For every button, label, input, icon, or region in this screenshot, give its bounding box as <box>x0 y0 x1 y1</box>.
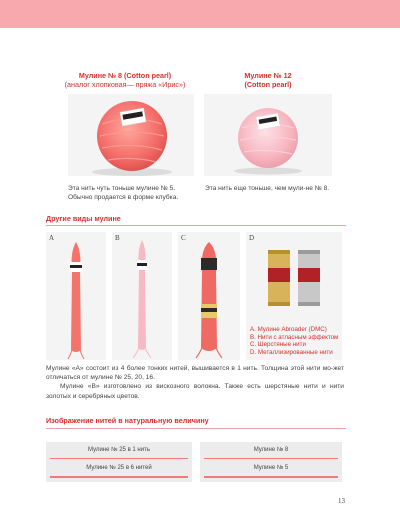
legend <box>250 326 346 356</box>
thread-line-8 <box>204 458 338 459</box>
product-title-2: Мулине № 12 <box>244 71 292 80</box>
thread-label-25-6: Мулине № 25 в 6 нитей <box>86 465 152 471</box>
product-caption-1 <box>62 71 188 89</box>
label-c: C <box>181 234 186 242</box>
thread-label-8: Мулине № 8 <box>253 447 289 453</box>
page-number: 13 <box>338 497 345 505</box>
skein-b-image <box>112 232 172 360</box>
cotton-pearl-12-photo <box>204 94 332 176</box>
thread-c-photo <box>178 232 240 360</box>
yarn-ball-coral-image <box>68 94 194 176</box>
thread-b-photo <box>112 232 172 360</box>
thread-sample-box-right <box>200 442 342 482</box>
skein-c-image <box>178 232 240 360</box>
body-paragraph-2: Мулине «B» изготовлено из вискозного волокна. Также есть шерстяные нити и нити золотых и серебряных цветов. <box>46 383 344 400</box>
section-divider-2 <box>46 428 346 429</box>
skein-a-image <box>46 232 106 360</box>
thread-line-25-6 <box>50 476 188 478</box>
thread-label-25-1: Мулине № 25 в 1 нить <box>88 447 150 453</box>
legend-item-d: D. Металлизированные нити <box>250 348 333 356</box>
section-title-natural-size: Изображение нитей в натуральную величину <box>46 416 209 425</box>
thread-line-25-1 <box>50 458 188 459</box>
label-d: D <box>249 234 255 242</box>
section-divider <box>46 225 346 226</box>
cotton-pearl-8-photo <box>68 94 194 176</box>
legend-item-c: C. Шерстяные нити <box>250 341 306 349</box>
legend-item-b: B. Нити с атласным эффектом <box>250 333 339 341</box>
body-paragraph-1: Мулине «A» состоит из 4 более тонких нитей, вышивается в 1 нить. Толщина этой нити мо-жет отличаться от мулине № 25, 20, 16. <box>46 365 344 382</box>
product-subtitle-1: (аналог хлопковая— пряжа «Ирис») <box>64 80 186 89</box>
thread-a-photo <box>46 232 106 360</box>
thread-line-5 <box>204 476 338 478</box>
label-a: A <box>49 234 55 242</box>
legend-item-a: A. Мулине Abroader (DMC) <box>250 326 327 333</box>
body-text <box>46 364 344 401</box>
product-title-1: Мулине № 8 (Cotton pearl) <box>78 71 172 80</box>
header-band <box>0 0 400 28</box>
thread-label-5: Мулине № 5 <box>253 465 289 471</box>
product-description-1: Эта нить чуть тоньше мулине № 5. Обычно продается в форме клубка. <box>68 185 179 201</box>
label-b: B <box>115 234 120 242</box>
yarn-ball-pink-image <box>204 94 332 176</box>
product-subtitle-2: (Cotton pearl) <box>244 80 292 89</box>
section-title-other-types: Другие виды мулине <box>46 214 121 223</box>
product-description-2: Эта нить еще тоньше, чем мули-не № 8. <box>205 185 330 192</box>
product-caption-2 <box>205 71 331 89</box>
thread-sample-box-left <box>46 442 192 482</box>
